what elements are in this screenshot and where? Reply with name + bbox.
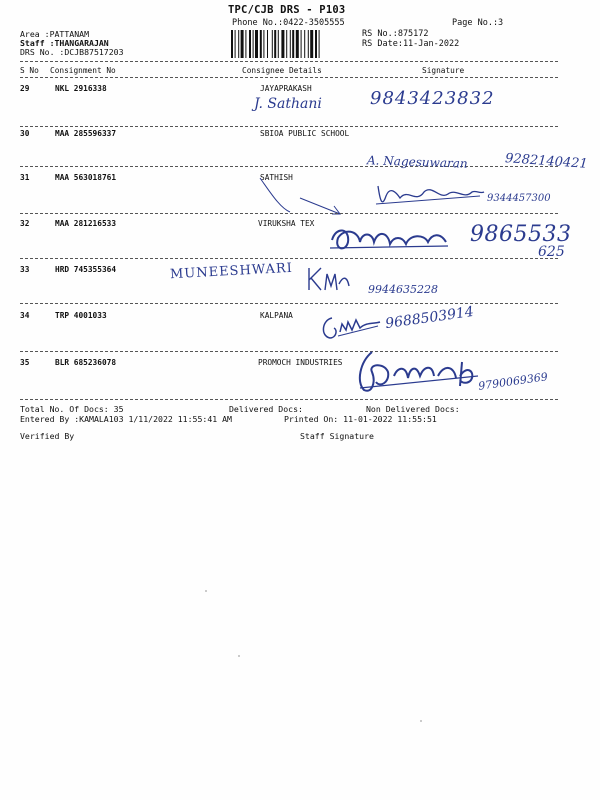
row-consignee: SBIOA PUBLIC SCHOOL [260,129,350,138]
delivered-docs: Delivered Docs: [229,404,303,414]
col-signature-header: Signature [422,66,465,75]
row-consignment: HRD 745355364 [55,265,117,274]
signature-scribble [305,264,355,294]
handwritten-phone: 9282140421 [504,151,589,172]
row-sno: 30 [20,129,30,138]
row-consignment: MAA 285596337 [55,129,117,138]
row-consignee: JAYAPRAKASH [260,84,312,93]
area-label: Area :PATTANAM [20,29,90,39]
non-delivered-docs: Non Delivered Docs: [366,404,460,414]
handwritten-name: A. Nagesuwaran [366,153,468,171]
row-consignment: MAA 563018761 [55,173,117,182]
row-consignment: MAA 281216533 [55,219,117,228]
rs-number: RS No.:875172 [362,29,429,39]
sheet-title: TPC/CJB DRS - P103 [228,4,346,16]
row-divider [20,258,558,259]
handwritten-name: MUNEESHWARI [169,260,294,283]
staff-label: Staff :THANGARAJAN [20,38,109,48]
row-consignment: BLR 685236078 [55,358,117,367]
staff-signature: Staff Signature [300,431,374,441]
row-sno: 31 [20,173,30,182]
handwritten-phone: 9944635228 [368,283,438,296]
row-consignment: NKL 2916338 [55,84,107,93]
scan-speck [205,590,207,592]
col-sno-header: S No [20,66,39,75]
phone-number: Phone No.:0422-3505555 [232,18,345,28]
scan-speck [420,720,422,722]
row-consignee: SATHISH [260,173,293,182]
handwritten-phone: 9688503914 [384,303,475,333]
page-number: Page No.:3 [452,18,504,28]
printed-on: Printed On: 11-01-2022 11:55:51 [284,414,437,424]
total-docs: Total No. Of Docs: 35 [20,404,124,414]
signature-scribble [318,310,388,344]
row-consignee: VIRUKSHA TEX [258,219,315,228]
row-consignee: PROMOCH INDUSTRIES [258,358,343,367]
row-consignment: TRP 4001033 [55,311,107,320]
row-sno: 33 [20,265,30,274]
signature-scribble [354,342,534,398]
row-consignee: KALPANA [260,311,293,320]
row-divider [20,399,558,400]
handwritten-phone: 9865533 [470,222,572,247]
handwritten-name: J. Sathani [254,96,322,112]
drs-number: DRS No. :DCJB87517203 [20,47,124,57]
row-divider [20,166,558,167]
handwritten-phone: 9843423832 [370,88,495,109]
column-header-divider [20,77,558,78]
row-sno: 35 [20,358,30,367]
row-sno: 29 [20,84,30,93]
col-consignment-header: Consignment No [50,66,116,75]
barcode-image [231,30,353,58]
entered-by: Entered By :KAMALA103 1/11/2022 11:55:41 AM [20,414,232,424]
row-sno: 34 [20,311,30,320]
verified-by: Verified By [20,431,75,441]
rs-date: RS Date:11-Jan-2022 [362,39,460,49]
row-divider [20,213,558,214]
handwritten-phone: 9344457300 [487,193,551,204]
header-divider [20,61,558,62]
row-sno: 32 [20,219,30,228]
scan-speck [238,655,240,657]
signature-scribble [328,220,463,256]
row-divider [20,126,558,127]
col-consignee-header: Consignee Details [242,66,322,75]
handwritten-extra-digits: 625 [538,244,565,260]
handwritten-phone: 9790069369 [477,370,549,393]
row-divider [20,303,558,304]
